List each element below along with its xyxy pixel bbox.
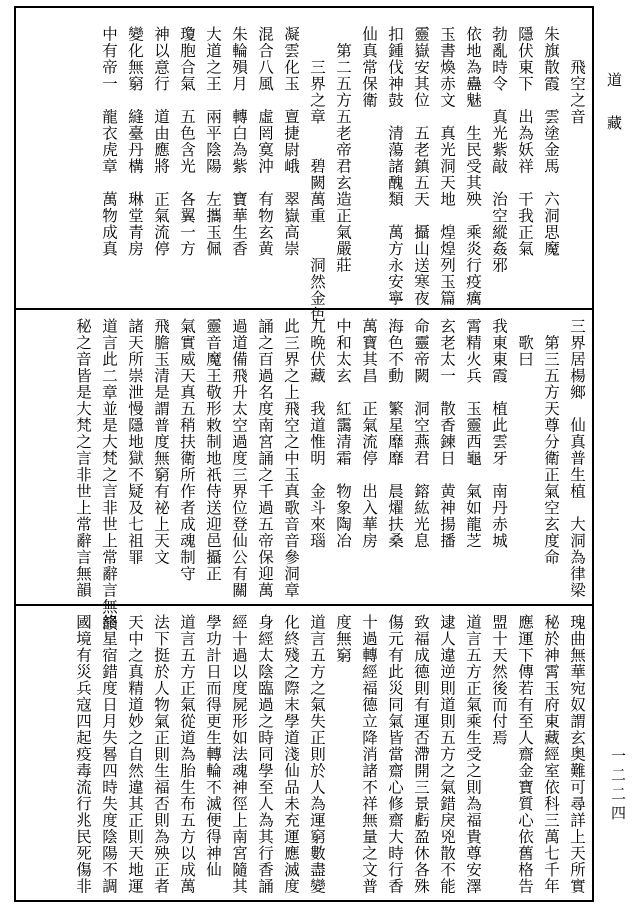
text-column: 飛膽玉清是謂普度無窮有祕上天文 [152, 318, 170, 566]
text-column: 玉書煥赤文 真光洞天地 煌煌列玉篇 [438, 26, 456, 307]
text-column: 十過轉經福德立降消諸不祥無量之文普 [360, 614, 378, 895]
text-column: 瓊胞合氣 五色含光 各翼一方 [178, 26, 196, 257]
text-column: 大道之王 兩平陰陽 左攜玉佩 [204, 26, 222, 257]
text-column: 道言五方正氣乘生受之則為福貴尊安澤 [464, 614, 482, 895]
text-column: 萬寶其昌 正氣流停 出入華房 [360, 318, 378, 549]
text-column: 秘於神霄玉府東藏經室依科三萬七千年 [542, 614, 560, 895]
text-column: 諸天所崇泄慢隱地獄不疑及七祖罪 [126, 318, 144, 566]
collection-title: 道藏 [605, 72, 623, 158]
text-column: 三界居楊鄉 仙真普生植 大洞為律梁 [568, 318, 586, 599]
text-column: 應運下傳若有至人齋金寶質心依舊格告 [516, 614, 534, 895]
text-column: 中和太玄 紅靄清霜 物象陶冶 [334, 318, 352, 549]
text-column: 瑰曲無華宛奴謂玄奥難可尋詳上天所實 [568, 614, 586, 895]
text-column: 靈嶽安其位 五老鎮五天 攝山送寒夜 [412, 26, 430, 307]
text-column: 神以意行 道由應將 正氣流停 [152, 26, 170, 257]
text-column: 道言五方正氣從道為胎生布五方以成萬 [178, 614, 196, 895]
text-column: 學功計日而得更生轉輪不滅便得神仙 [204, 614, 222, 878]
text-column: 混合八風 虛罔寞沖 有物玄黄 [256, 26, 274, 257]
text-register-middle [20, 318, 588, 632]
text-column: 仙真常保衛 [360, 26, 378, 109]
text-column: 命靈帝闕 洞空燕君 鎔紘光息 [412, 318, 430, 549]
text-column: 此三界之上飛空之中玉真歌音音參洞章 [282, 318, 300, 599]
text-column: 過道備飛升太空過度三界位登仙公有關 [230, 318, 248, 599]
text-column: 我東東霞 植此雲牙 南丹赤城 [490, 318, 508, 549]
text-column: 依地為蠱魅 生民受其殃 乘炎行疫癘 [464, 26, 482, 307]
section-divider-top [14, 308, 594, 310]
text-column: 凝雲化玉 亶捷尉峨 翠嶽高崇 [282, 26, 300, 257]
text-column: 勃亂時令 真光紫敲 治空縱姦邪 [490, 26, 508, 274]
text-column: 中有帝一 龍衣虎章 萬物成真 [100, 26, 118, 257]
text-column: 九晩伏藏 我道惟明 金斗來瑙 [308, 318, 326, 549]
text-column: 第二五方五老帝君玄造正氣嚴莊 [334, 26, 352, 274]
text-column: 致福成德則有運否滯開三景虧盈休各殊 [412, 614, 430, 895]
text-column: 霄精火兵 玉靈西龜 氣如龍芝 [464, 318, 482, 549]
text-column: 身經太陰臨過之時同學至人為其行香誦 [256, 614, 274, 895]
text-column: 傷元有此災同氣皆當齋心修齋大時行香 [386, 614, 404, 895]
text-column: 海色不動 繁星靡靡 晨燿扶桑 [386, 318, 404, 549]
text-column: 化終殘之際末學道淺仙品未充運應滅度 [282, 614, 300, 895]
text-column: 玄老太一 散香鍊日 黄神揚播 [438, 318, 456, 549]
text-column: 終星宿錯度日月失晷四時失度陰陽不調 [100, 614, 118, 895]
text-column: 道言五方之氣失正則於人為運窮數盡變 [308, 614, 326, 895]
text-column: 經十過以度屍形如法魂神徑上南宮隨其 [230, 614, 248, 895]
text-column: 變化無窮 縫臺丹構 琳堂青房 [126, 26, 144, 257]
text-column: 朱旗散霞 雲塗金馬 六洞思魔 [542, 26, 560, 257]
text-column: 天中之真精道妙之自然違其正則天地運 [126, 614, 144, 895]
text-column: 歌曰 [516, 318, 534, 368]
text-column: 朱輪殞月 轉白為紫 寶華生香 [230, 26, 248, 257]
text-column: 秘之音皆是大梵之言非世上常辭言無韻 [74, 318, 92, 599]
text-column: 逮人違逆則道則五方之氣錯戾兇散不能 [438, 614, 456, 895]
text-column: 誦之百過名度南宮誦之千過五帝保迎萬 [256, 318, 274, 599]
text-column: 三界之章 碧闕萬重 洞然金色 [308, 26, 326, 323]
text-column: 法下挺於人物氣正則生福否則為殃正者 [152, 614, 170, 895]
text-column: 第三五方天尊分衛正氣空玄度命 [542, 318, 560, 566]
text-column: 扣鍾伐神鼓 清蕩諸醜類 萬方永安寧 [386, 26, 404, 307]
text-column: 靈音魔王敬形敕制地祇侍送迎邑攝正 [204, 318, 222, 582]
text-column: 飛空之音 [568, 26, 586, 125]
text-register-top [20, 26, 588, 323]
text-column: 隱伏東下 出為妖祥 干我正氣 [516, 26, 534, 257]
page-number: 一二二四 [609, 748, 627, 824]
text-register-bottom [20, 614, 588, 898]
text-column: 度無窮 [334, 614, 352, 664]
text-column: 氣實威天真五稍扶衛所作者成魂制守 [178, 318, 196, 582]
text-column: 道言此二章並是大梵之言非世上常辭言無韻 [100, 318, 118, 632]
text-column: 盟十天然後而付焉 [490, 614, 508, 746]
text-column: 國境有災兵寇四起疫毒流行兆民死傷非 [74, 614, 92, 895]
